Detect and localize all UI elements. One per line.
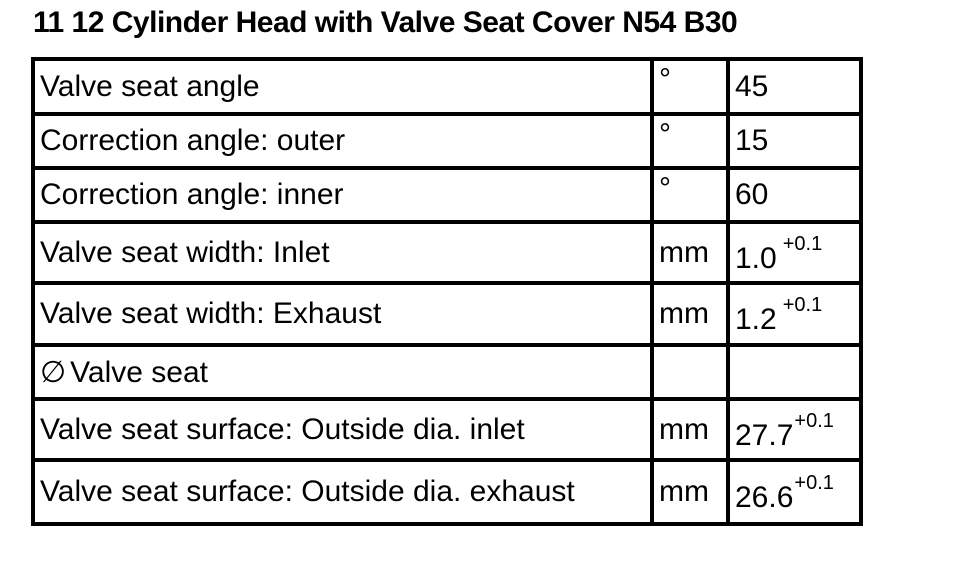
- value-number: 15: [735, 124, 769, 157]
- row-unit: mm: [652, 222, 728, 283]
- row-unit: °: [652, 59, 728, 114]
- row-unit: mm: [652, 399, 728, 460]
- row-value: [728, 399, 861, 460]
- row-unit: [652, 345, 728, 399]
- row-value: [728, 59, 861, 114]
- table-row: [33, 283, 861, 345]
- row-value: [728, 114, 861, 168]
- table-row: [33, 399, 861, 460]
- row-unit: mm: [652, 283, 728, 345]
- row-label: Valve seat width: Inlet: [33, 222, 652, 283]
- tolerance-superscript: +0.1: [794, 472, 834, 494]
- value-number: 45: [735, 69, 769, 103]
- row-value: [728, 345, 861, 399]
- row-label: Valve seat angle: [33, 59, 652, 114]
- page-title: 11 12 Cylinder Head with Valve Seat Cover N54 B30: [33, 6, 738, 39]
- row-unit: mm: [652, 460, 728, 524]
- tolerance-superscript: +0.1: [782, 294, 823, 316]
- tolerance-superscript: +0.1: [782, 232, 823, 255]
- value-number: 60: [735, 178, 769, 211]
- row-label: Valve seat surface: Outside dia. exhaust: [33, 460, 652, 524]
- value-number: 1.0: [735, 241, 777, 275]
- value-number: 1.2: [735, 303, 777, 336]
- row-unit: °: [652, 114, 728, 168]
- table-row: [33, 222, 861, 283]
- row-label: Valve seat width: Exhaust: [33, 283, 652, 345]
- table-row: [33, 345, 861, 399]
- row-value: [728, 168, 861, 222]
- row-label: Valve seat surface: Outside dia. inlet: [33, 399, 652, 460]
- row-label: Correction angle: inner: [33, 168, 652, 222]
- row-unit: °: [652, 168, 728, 222]
- value-number: 26.6: [735, 481, 794, 514]
- row-value: [728, 222, 861, 283]
- table-row: [33, 168, 861, 222]
- value-number: 27.7: [735, 418, 794, 452]
- row-label-text: Valve seat: [70, 355, 208, 389]
- row-label: [33, 345, 652, 399]
- specification-table: [31, 57, 863, 526]
- row-label: Correction angle: outer: [33, 114, 652, 168]
- table-row: [33, 114, 861, 168]
- diameter-icon: ∅: [40, 355, 67, 389]
- table-row: [33, 59, 861, 114]
- row-value: [728, 283, 861, 345]
- table-row: [33, 460, 861, 524]
- row-value: [728, 460, 861, 524]
- tolerance-superscript: +0.1: [794, 409, 834, 432]
